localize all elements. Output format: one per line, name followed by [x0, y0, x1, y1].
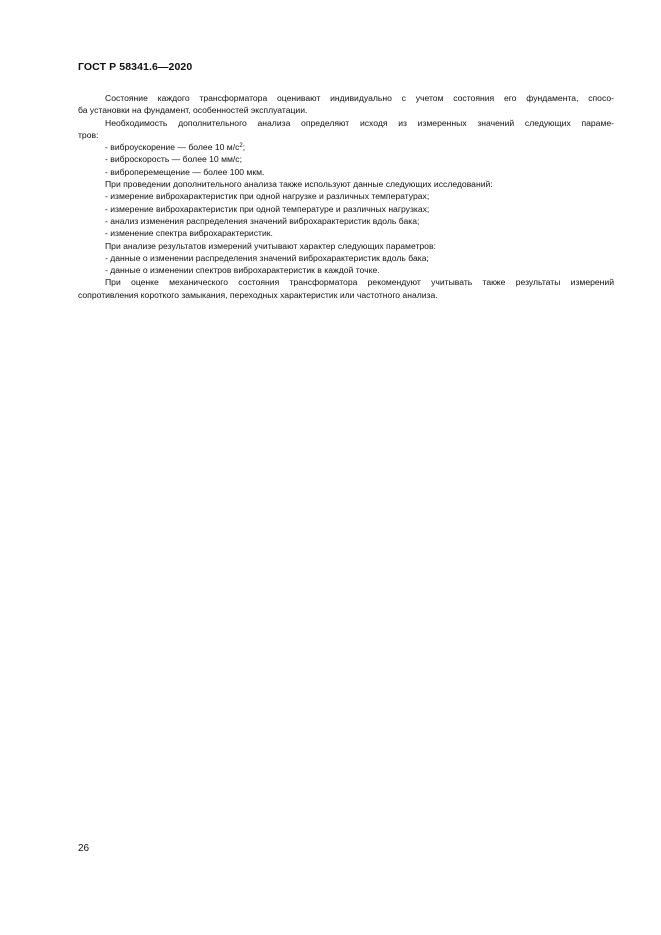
- superscript-square: 2: [239, 143, 243, 150]
- list-item-spectrum-data: - данные о изменении спектров виброхарактеристик в каждой точке.: [105, 265, 380, 276]
- page-number: 26: [78, 843, 90, 854]
- paragraph-mechanical-state-line-2: сопротивления короткого замыкания, переходных характеристик или частотного анализа.: [78, 289, 438, 300]
- paragraph-analysis-line-1: Необходимость дополнительного анализа определяют исходя из измеренных значений следующих параме-: [105, 117, 614, 128]
- list-item-text: - виброускорение — более 10 м/с: [105, 142, 240, 153]
- paragraph-additional-studies: При проведении дополнительного анализа также используют данные следующих исследований:: [105, 179, 493, 190]
- list-item-vibration-acceleration: [78, 141, 614, 153]
- list-item-tank-distribution: - анализ изменения распределения значений виброхарактеристик вдоль бака;: [105, 215, 420, 226]
- paragraph-mechanical-state-line-1: При оценке механического состояния трансформатора рекомендуют учитывать также результаты измерений: [105, 277, 614, 288]
- document-header: ГОСТ Р 58341.6—2020: [78, 61, 193, 73]
- list-item-temperature-loads: - измерение виброхарактеристик при одной температуре и различных нагрузках;: [105, 203, 430, 214]
- paragraph-foundation-line-1: Состояние каждого трансформатора оценивают индивидуально с учетом состояния его фундамента, спосо-: [105, 93, 614, 103]
- paragraph-analysis-line-2: тров:: [78, 129, 99, 140]
- list-item-vibration-velocity: - виброскорость — более 10 мм/с;: [105, 154, 242, 165]
- list-item-distribution-data: - данные о изменении распределения значений виброхарактеристик вдоль бака;: [105, 252, 429, 263]
- list-item-end: ;: [242, 142, 246, 153]
- list-item-vibration-displacement: - виброперемещение — более 100 мкм.: [105, 166, 265, 177]
- document-body: [78, 92, 614, 301]
- list-item-spectrum-change: - изменение спектра виброхарактеристик.: [105, 228, 273, 239]
- paragraph-foundation-line-2: ба установки на фундамент, особенностей эксплуатации.: [78, 105, 308, 116]
- list-item-load-temperatures: - измерение виброхарактеристик при одной нагрузке и различных температурах;: [105, 191, 430, 202]
- paragraph-results-parameters: При анализе результатов измерений учитывают характер следующих параметров:: [105, 240, 436, 251]
